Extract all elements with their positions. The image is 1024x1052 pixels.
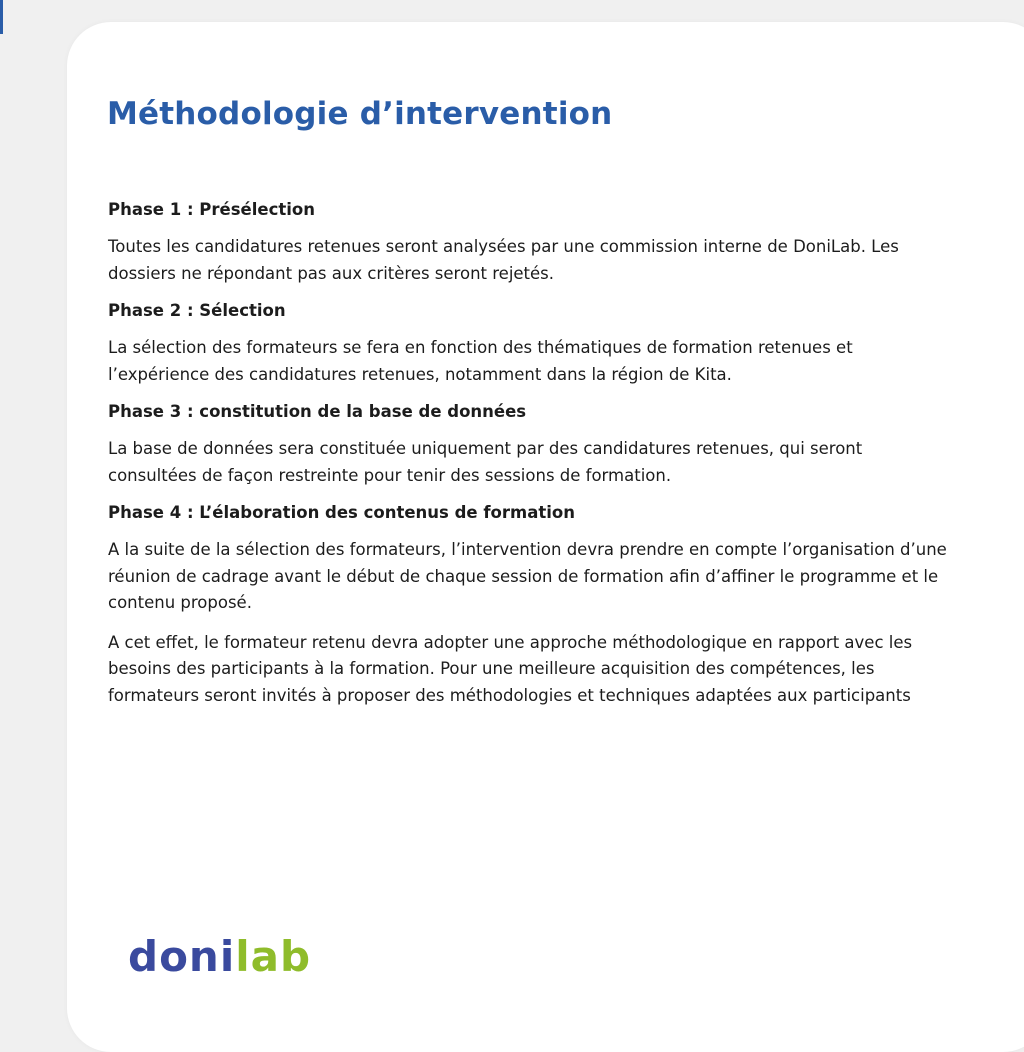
- phase-3-title: Phase 3 : constitution de la base de données: [108, 402, 527, 421]
- phase-4-title: Phase 4 : L’élaboration des contenus de formation: [108, 503, 575, 522]
- phase-2-section: [108, 300, 948, 388]
- phase-4-section: [108, 502, 948, 709]
- logo-text-lab: lab: [235, 932, 312, 981]
- phase-2-paragraph: La sélection des formateurs se fera en fonction des thématiques de formation retenues et l’expérience des candidatures retenues, notamment dans la région de Kita.: [108, 338, 853, 384]
- phase-2-title: Phase 2 : Sélection: [108, 301, 286, 320]
- edge-accent: [0, 0, 3, 34]
- phase-3-section: [108, 401, 948, 489]
- phase-1-title: Phase 1 : Présélection: [108, 200, 315, 219]
- donilab-logo: [128, 932, 311, 981]
- page-title: Méthodologie d’intervention: [107, 96, 613, 132]
- phases-content: [108, 199, 948, 722]
- logo-text-doni: doni: [128, 932, 236, 981]
- phase-1-paragraph: Toutes les candidatures retenues seront analysées par une commission interne de DoniLab. Les dossiers ne répondant pas aux critères seront rejetés.: [108, 237, 899, 283]
- phase-1-section: [108, 199, 948, 287]
- phase-4-paragraph-1: A la suite de la sélection des formateurs, l’intervention devra prendre en compte l’organisation d’une réunion de cadrage avant le début de chaque session de formation afin d’affiner le programme et le contenu proposé.: [108, 540, 947, 612]
- phase-4-paragraph-2: A cet effet, le formateur retenu devra adopter une approche méthodologique en rapport avec les besoins des participants à la formation. Pour une meilleure acquisition des compétences, les formateurs seront invités à proposer des méthodologies et techniques adaptées aux participants: [108, 632, 913, 705]
- phase-3-paragraph: La base de données sera constituée uniquement par des candidatures retenues, qui seront consultées de façon restreinte pour tenir des sessions de formation.: [108, 439, 863, 485]
